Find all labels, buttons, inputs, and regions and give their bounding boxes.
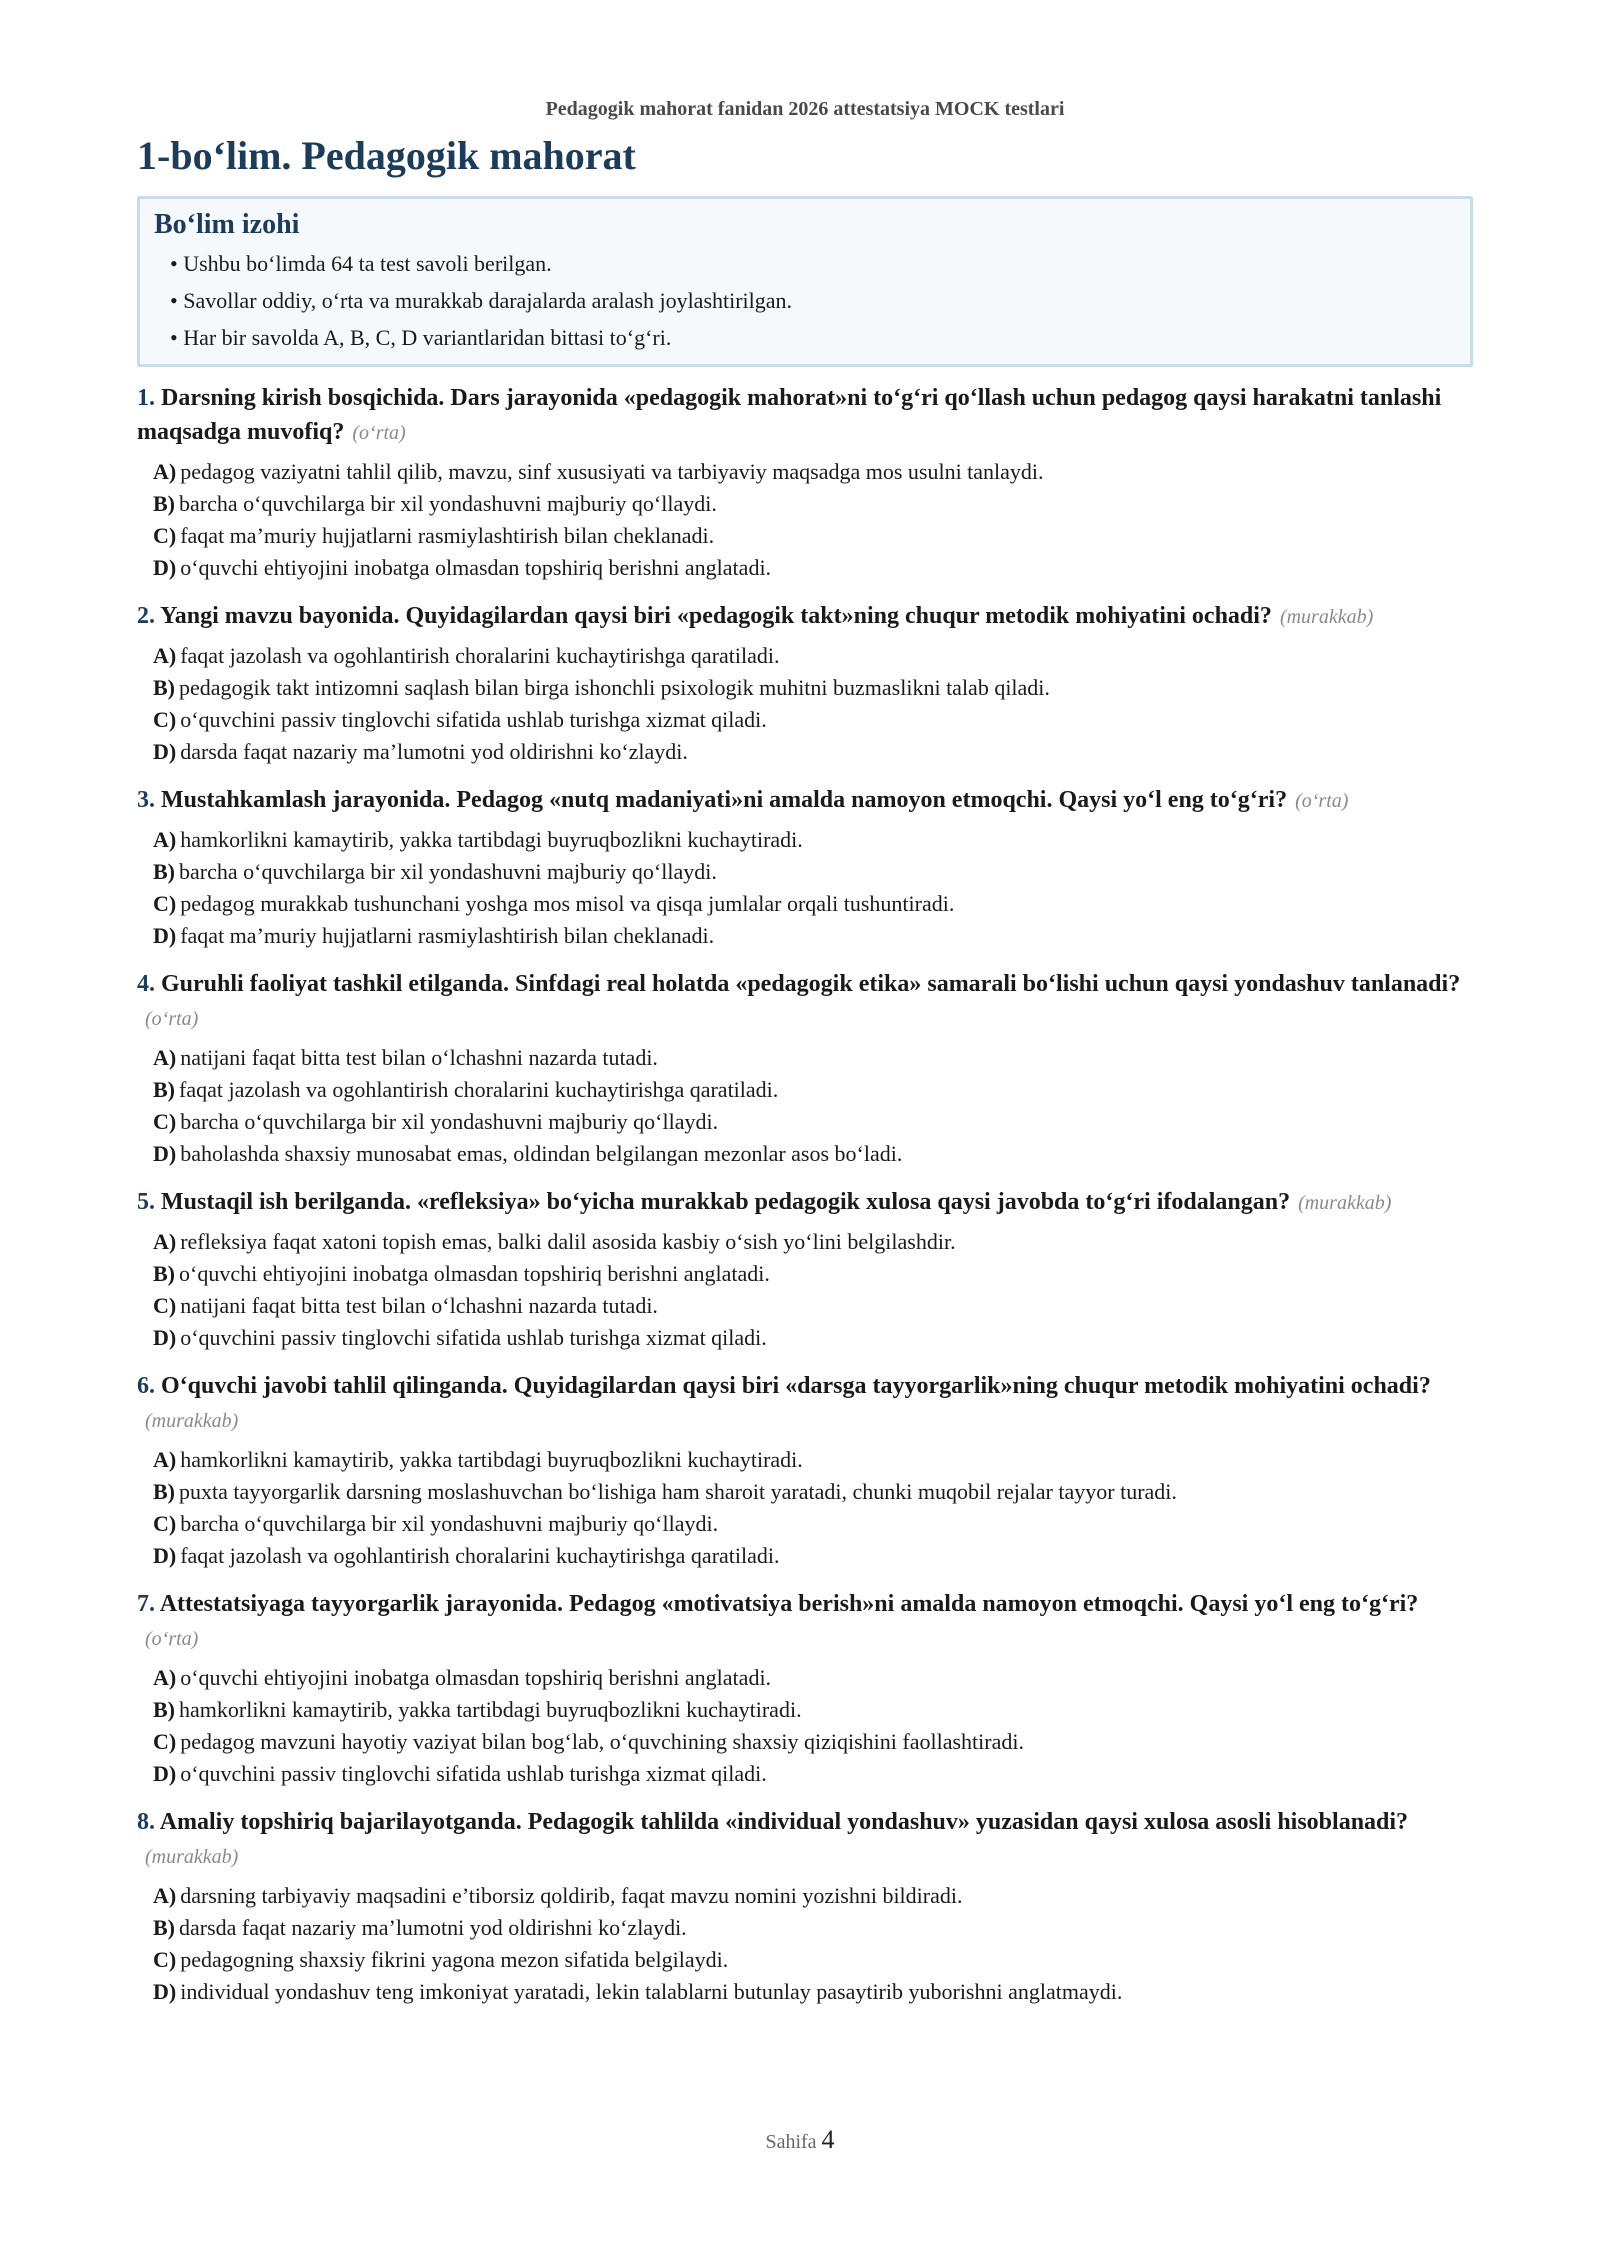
option-text: darsning tarbiyaviy maqsadini e’tiborsiz qoldirib, faqat mavzu nomini yozishni bildiradi. bbox=[180, 1883, 963, 1908]
question-block bbox=[137, 1369, 1473, 1572]
question-block bbox=[137, 381, 1473, 584]
question-block bbox=[137, 967, 1473, 1170]
option-letter: D) bbox=[153, 1141, 177, 1166]
option-letter: B) bbox=[153, 1077, 175, 1102]
option-text: faqat ma’muriy hujjatlarni rasmiylashtirish bilan cheklanadi. bbox=[180, 523, 715, 548]
option-letter: D) bbox=[153, 1979, 177, 2004]
answer-option bbox=[153, 1912, 1473, 1944]
question-text-line bbox=[137, 967, 1473, 1036]
note-title: Bo‘lim izohi bbox=[154, 209, 300, 240]
answer-option bbox=[153, 1074, 1473, 1106]
section-title: 1-bo‘lim. Pedagogik mahorat bbox=[137, 133, 636, 178]
answer-options bbox=[137, 824, 1473, 952]
question-text: Yangi mavzu bayonida. Quyidagilardan qaysi biri «pedagogik takt»ning chuqur metodik mohiyatini ochadi? bbox=[160, 603, 1272, 629]
question-block bbox=[137, 1185, 1473, 1354]
question-number: 3. bbox=[137, 787, 155, 813]
running-header: Pedagogik mahorat fanidan 2026 attestatsiya MOCK testlari bbox=[545, 98, 1065, 120]
answer-option bbox=[153, 1322, 1473, 1354]
option-letter: D) bbox=[153, 923, 177, 948]
answer-options bbox=[137, 640, 1473, 768]
option-text: natijani faqat bitta test bilan o‘lchashni nazarda tutadi. bbox=[180, 1045, 658, 1070]
question-text: O‘quvchi javobi tahlil qilinganda. Quyidagilardan qaysi biri «darsga tayyorgarlik»ning chuqur metodik mohiyatini ochadi? bbox=[161, 1373, 1431, 1399]
option-text: darsda faqat nazariy ma’lumotni yod oldirishni ko‘zlaydi. bbox=[179, 1915, 687, 1940]
option-text: faqat jazolash va ogohlantirish choralarini kuchaytirishga qaratiladi. bbox=[179, 1077, 779, 1102]
answer-option bbox=[153, 888, 1473, 920]
option-letter: C) bbox=[153, 1511, 177, 1536]
option-letter: C) bbox=[153, 523, 177, 548]
option-text: o‘quvchini passiv tinglovchi sifatida ushlab turishga xizmat qiladi. bbox=[180, 1325, 767, 1350]
question-text-line bbox=[137, 1185, 1473, 1220]
option-text: faqat jazolash va ogohlantirish choralarini kuchaytirishga qaratiladi. bbox=[180, 643, 780, 668]
note-item: • Har bir savolda A, B, C, D variantlaridan bittasi to‘g‘ri. bbox=[170, 325, 672, 350]
answer-options bbox=[137, 456, 1473, 584]
option-letter: B) bbox=[153, 1261, 175, 1286]
option-letter: A) bbox=[153, 1447, 177, 1472]
option-letter: A) bbox=[153, 643, 177, 668]
option-text: hamkorlikni kamaytirib, yakka tartibdagi buyruqbozlikni kuchaytiradi. bbox=[180, 827, 803, 852]
answer-option bbox=[153, 1758, 1473, 1790]
answer-options bbox=[137, 1444, 1473, 1572]
answer-option bbox=[153, 824, 1473, 856]
question-number: 6. bbox=[137, 1373, 155, 1399]
option-text: faqat ma’muriy hujjatlarni rasmiylashtirish bilan cheklanadi. bbox=[180, 923, 715, 948]
page-number: 4 bbox=[821, 2125, 835, 2154]
difficulty-label: (murakkab) bbox=[1298, 1192, 1392, 1214]
question-text: Attestatsiyaga tayyorgarlik jarayonida. Pedagog «motivatsiya berish»ni amalda namoyon etmoqchi. Qaysi yo‘l eng to‘g‘ri? bbox=[159, 1591, 1419, 1617]
option-text: pedagogik takt intizomni saqlash bilan birga ishonchli psixologik muhitni buzmaslikni talab qiladi. bbox=[179, 675, 1050, 700]
option-letter: C) bbox=[153, 1729, 177, 1754]
option-text: pedagogning shaxsiy fikrini yagona mezon sifatida belgilaydi. bbox=[180, 1947, 729, 1972]
option-letter: C) bbox=[153, 1293, 177, 1318]
answer-option bbox=[153, 1976, 1473, 2008]
option-text: pedagog murakkab tushunchani yoshga mos misol va qisqa jumlalar orqali tushuntiradi. bbox=[180, 891, 955, 916]
answer-option bbox=[153, 1476, 1473, 1508]
question-number: 4. bbox=[137, 971, 155, 997]
question-number: 2. bbox=[137, 603, 155, 629]
question-number: 7. bbox=[137, 1591, 155, 1617]
option-text: o‘quvchi ehtiyojini inobatga olmasdan topshiriq berishni anglatadi. bbox=[180, 1665, 772, 1690]
answer-option bbox=[153, 1540, 1473, 1572]
question-block bbox=[137, 1587, 1473, 1790]
option-text: natijani faqat bitta test bilan o‘lchashni nazarda tutadi. bbox=[180, 1293, 658, 1318]
answer-option bbox=[153, 1258, 1473, 1290]
answer-options bbox=[137, 1662, 1473, 1790]
question-text: Amaliy topshiriq bajarilayotganda. Pedagogik tahlilda «individual yondashuv» yuzasidan qaysi xulosa asosli hisoblanadi? bbox=[159, 1809, 1409, 1835]
answer-option bbox=[153, 1944, 1473, 1976]
option-letter: C) bbox=[153, 707, 177, 732]
footer-label: Sahifa bbox=[765, 2131, 817, 2153]
option-letter: B) bbox=[153, 859, 175, 884]
option-text: puxta tayyorgarlik darsning moslashuvchan bo‘lishiga ham sharoit yaratadi, chunki muqobil rejalar tayyor turadi. bbox=[179, 1479, 1177, 1504]
option-letter: C) bbox=[153, 1947, 177, 1972]
question-text-line bbox=[137, 1805, 1473, 1874]
option-text: o‘quvchi ehtiyojini inobatga olmasdan topshiriq berishni anglatadi. bbox=[179, 1261, 770, 1286]
option-letter: A) bbox=[153, 459, 177, 484]
difficulty-label: (o‘rta) bbox=[1295, 790, 1349, 812]
answer-option bbox=[153, 856, 1473, 888]
option-letter: B) bbox=[153, 491, 175, 516]
option-text: barcha o‘quvchilarga bir xil yondashuvni majburiy qo‘llaydi. bbox=[180, 1511, 719, 1536]
page-footer bbox=[0, 2125, 1600, 2155]
answer-option bbox=[153, 1508, 1473, 1540]
answer-option bbox=[153, 640, 1473, 672]
option-letter: B) bbox=[153, 1479, 175, 1504]
difficulty-label: (o‘rta) bbox=[352, 422, 406, 444]
option-text: o‘quvchini passiv tinglovchi sifatida ushlab turishga xizmat qiladi. bbox=[180, 1761, 767, 1786]
note-item: • Savollar oddiy, o‘rta va murakkab darajalarda aralash joylashtirilgan. bbox=[170, 288, 793, 313]
question-text-line bbox=[137, 783, 1473, 818]
section-note-box bbox=[137, 196, 1473, 367]
answer-option bbox=[153, 1106, 1473, 1138]
answer-option bbox=[153, 520, 1473, 552]
answer-option bbox=[153, 1694, 1473, 1726]
option-text: individual yondashuv teng imkoniyat yaratadi, lekin talablarni butunlay pasaytirib yuborishni anglatmaydi. bbox=[180, 1979, 1123, 2004]
question-text: Mustaqil ish berilganda. «refleksiya» bo‘yicha murakkab pedagogik xulosa qaysi javobda to‘g‘ri ifodalangan? bbox=[161, 1189, 1291, 1215]
answer-option bbox=[153, 1880, 1473, 1912]
difficulty-label: (murakkab) bbox=[145, 1846, 239, 1868]
answer-option bbox=[153, 672, 1473, 704]
answer-options bbox=[137, 1880, 1473, 2008]
question-text: Mustahkamlash jarayonida. Pedagog «nutq madaniyati»ni amalda namoyon etmoqchi. Qaysi yo‘l eng to‘g‘ri? bbox=[161, 787, 1288, 813]
answer-options bbox=[137, 1042, 1473, 1170]
option-text: barcha o‘quvchilarga bir xil yondashuvni majburiy qo‘llaydi. bbox=[180, 1109, 719, 1134]
question-text-line bbox=[137, 1369, 1473, 1438]
answer-option bbox=[153, 488, 1473, 520]
question-text-line bbox=[137, 599, 1473, 634]
option-letter: B) bbox=[153, 1697, 175, 1722]
note-item: • Ushbu bo‘limda 64 ta test savoli berilgan. bbox=[170, 251, 552, 276]
option-letter: A) bbox=[153, 1665, 177, 1690]
option-text: refleksiya faqat xatoni topish emas, balki dalil asosida kasbiy o‘sish yo‘lini belgilashdir. bbox=[180, 1229, 956, 1254]
question-text-line bbox=[137, 381, 1473, 450]
answer-option bbox=[153, 1138, 1473, 1170]
answer-option bbox=[153, 1042, 1473, 1074]
option-letter: B) bbox=[153, 1915, 175, 1940]
option-text: o‘quvchi ehtiyojini inobatga olmasdan topshiriq berishni anglatadi. bbox=[180, 555, 772, 580]
answer-option bbox=[153, 736, 1473, 768]
document-page bbox=[137, 96, 1473, 2023]
answer-option bbox=[153, 552, 1473, 584]
question-number: 5. bbox=[137, 1189, 155, 1215]
answer-option bbox=[153, 920, 1473, 952]
option-text: hamkorlikni kamaytirib, yakka tartibdagi buyruqbozlikni kuchaytiradi. bbox=[179, 1697, 802, 1722]
answer-option bbox=[153, 456, 1473, 488]
answer-option bbox=[153, 1290, 1473, 1322]
option-letter: A) bbox=[153, 1883, 177, 1908]
answer-option bbox=[153, 1444, 1473, 1476]
option-text: pedagog vaziyatni tahlil qilib, mavzu, sinf xususiyati va tarbiyaviy maqsadga mos usulni tanlaydi. bbox=[180, 459, 1044, 484]
option-letter: D) bbox=[153, 1325, 177, 1350]
answer-option bbox=[153, 1726, 1473, 1758]
option-letter: C) bbox=[153, 891, 177, 916]
option-letter: D) bbox=[153, 1761, 177, 1786]
option-text: pedagog mavzuni hayotiy vaziyat bilan bog‘lab, o‘quvchining shaxsiy qiziqishini faollashtiradi. bbox=[180, 1729, 1024, 1754]
option-letter: D) bbox=[153, 739, 177, 764]
difficulty-label: (murakkab) bbox=[145, 1410, 239, 1432]
answer-option bbox=[153, 704, 1473, 736]
option-text: barcha o‘quvchilarga bir xil yondashuvni majburiy qo‘llaydi. bbox=[179, 859, 717, 884]
option-text: faqat jazolash va ogohlantirish choralarini kuchaytirishga qaratiladi. bbox=[180, 1543, 780, 1568]
option-text: baholashda shaxsiy munosabat emas, oldindan belgilangan mezonlar asos bo‘ladi. bbox=[180, 1141, 903, 1166]
answer-options bbox=[137, 1226, 1473, 1354]
question-number: 1. bbox=[137, 385, 155, 411]
option-text: hamkorlikni kamaytirib, yakka tartibdagi buyruqbozlikni kuchaytiradi. bbox=[180, 1447, 803, 1472]
difficulty-label: (o‘rta) bbox=[145, 1628, 199, 1650]
option-letter: A) bbox=[153, 827, 177, 852]
difficulty-label: (murakkab) bbox=[1279, 606, 1374, 628]
option-letter: A) bbox=[153, 1045, 177, 1070]
answer-option bbox=[153, 1226, 1473, 1258]
question-number: 8. bbox=[137, 1809, 155, 1835]
option-letter: A) bbox=[153, 1229, 177, 1254]
question-block bbox=[137, 599, 1473, 768]
option-letter: D) bbox=[153, 555, 177, 580]
question-text: Darsning kirish bosqichida. Dars jarayonida «pedagogik mahorat»ni to‘g‘ri qo‘llash uchun pedagog qaysi harakatni tanlashi maqsadga muvofiq? bbox=[137, 385, 1442, 445]
difficulty-label: (o‘rta) bbox=[145, 1008, 199, 1030]
option-text: barcha o‘quvchilarga bir xil yondashuvni majburiy qo‘llaydi. bbox=[179, 491, 717, 516]
question-text: Guruhli faoliyat tashkil etilganda. Sinfdagi real holatda «pedagogik etika» samarali bo‘lishi uchun qaysi yondashuv tanlanadi? bbox=[161, 971, 1461, 997]
option-text: darsda faqat nazariy ma’lumotni yod oldirishni ko‘zlaydi. bbox=[180, 739, 688, 764]
option-letter: B) bbox=[153, 675, 175, 700]
answer-option bbox=[153, 1662, 1473, 1694]
question-block bbox=[137, 783, 1473, 952]
option-letter: C) bbox=[153, 1109, 177, 1134]
question-list bbox=[137, 381, 1473, 2008]
option-letter: D) bbox=[153, 1543, 177, 1568]
question-block bbox=[137, 1805, 1473, 2008]
question-text-line bbox=[137, 1587, 1473, 1656]
option-text: o‘quvchini passiv tinglovchi sifatida ushlab turishga xizmat qiladi. bbox=[180, 707, 767, 732]
